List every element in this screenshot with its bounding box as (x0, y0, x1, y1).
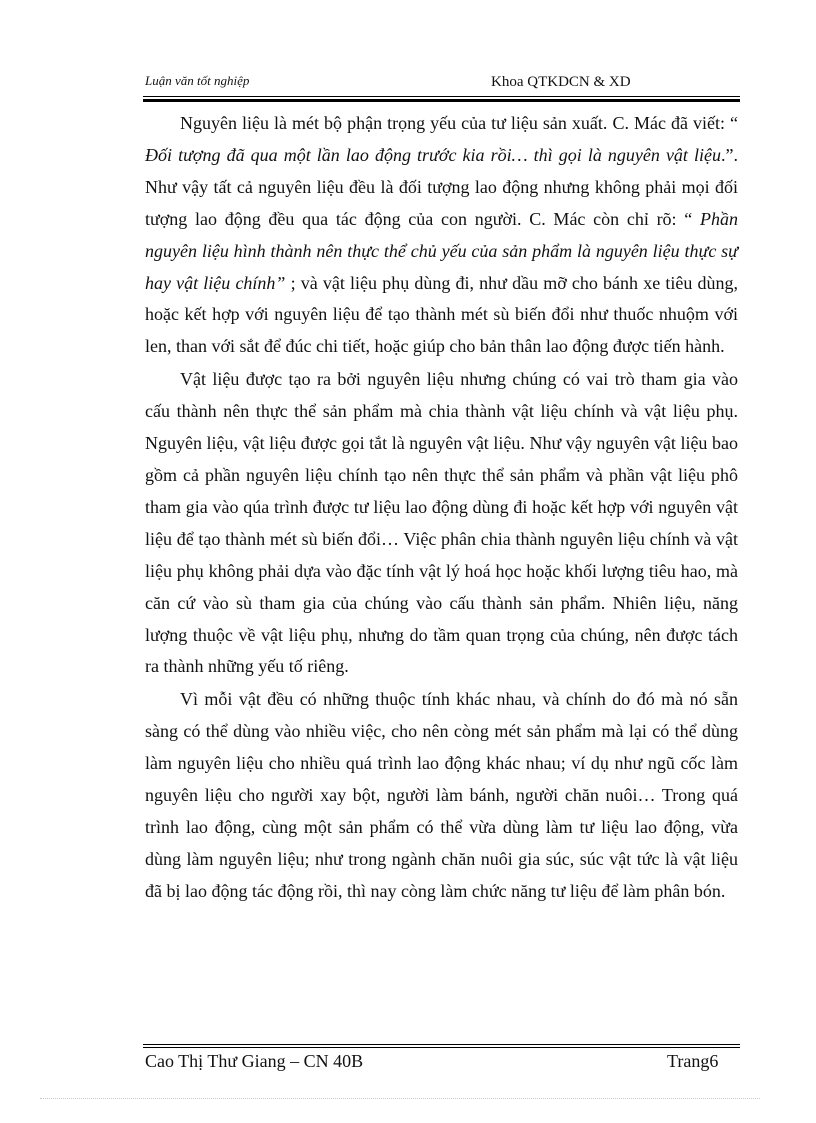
paragraph-1-text-c: ; và vật liệu phụ dùng đi, như dầu mỡ cho bánh xe tiêu dùng, hoặc kết hợp với nguyên liệu để tạo thành mét sù biến đổi như thuốc nhuộm với len, than với sắt để đúc chi tiết, hoặc giúp cho bản thân lao động được tiến hành. (145, 272, 738, 357)
footer-author: Cao Thị Thư Giang – CN 40B (145, 1051, 364, 1071)
document-body (145, 108, 738, 908)
paragraph-1-text-b: .”. Như vậy tất cả nguyên liệu đều là đối tượng lao động nhưng không phải mọi đối tượng lao động đều qua tác động của con người. C. Mác còn chỉ rõ: “ (145, 144, 738, 229)
header-title: Luận văn tốt nghiệp (145, 73, 250, 88)
paragraph-1 (145, 108, 738, 363)
paragraph-2: Vật liệu được tạo ra bởi nguyên liệu nhưng chúng có vai trò tham gia vào cấu thành nên thực thể sản phẩm mà chia thành vật liệu chính và vật liệu phụ. Nguyên liệu, vật liệu được gọi tắt là nguyên vật liệu. Như vậy nguyên vật liệu bao gồm cả phần nguyên liệu chính tạo nên thực thể sản phẩm và phần vật liệu phô tham gia vào qúa trình được tư liệu lao động dùng đi hoặc kết hợp với nguyên vật liệu để tạo thành mét sù biến đổi… Việc phân chia thành nguyên liệu chính và vật liệu phụ không phải dựa vào đặc tính vật lý hoá học hoặc khối lượng tiêu hao, mà căn cứ vào sù tham gia của chúng vào cấu thành sản phẩm. Nhiên liệu, năng lượng thuộc về vật liệu phụ, nhưng do tầm quan trọng của chúng, nên được tách ra thành những yếu tố riêng. (145, 369, 738, 677)
paragraph-3: Vì mỗi vật đều có những thuộc tính khác nhau, và chính do đó mà nó sẵn sàng có thể dùng vào nhiều việc, cho nên còng mét sản phẩm mà lại có thể dùng làm nguyên liệu cho nhiều quá trình lao động khác nhau; ví dụ như ngũ cốc làm nguyên liệu cho người xay bột, người làm bánh, người chăn nuôi… Trong quá trình lao động, cùng một sản phẩm có thể vừa dùng làm tư liệu lao động, vừa dùng làm nguyên liệu; như trong ngành chăn nuôi gia súc, súc vật tức là vật liệu đã bị lao động tác động rồi, thì nay còng làm chức năng tư liệu để làm phân bón. (145, 689, 738, 901)
footer-page-number: Trang6 (667, 1051, 719, 1071)
paragraph-1-quote-2: Phần nguyên liệu hình thành nên thực thể chủ yếu của sản phẩm là nguyên liệu thực sự hay vật liệu chính” (145, 208, 738, 293)
header-rule-top (143, 96, 740, 97)
footer-rule-bottom (143, 1047, 740, 1048)
paragraph-1-quote-1: Đối tượng đã qua một lần lao động trước kia rồi… thì gọi là nguyên vật liệu (145, 144, 721, 165)
footer-rule-top (143, 1044, 740, 1045)
header-rule-bottom (143, 99, 740, 102)
page-bottom-border (40, 1098, 760, 1099)
paragraph-1-text-a: Nguyên liệu là mét bộ phận trọng yếu của tư liệu sản xuất. C. Mác đã viết: “ (180, 113, 738, 133)
header-faculty: Khoa QTKDCN & XD (491, 74, 631, 90)
